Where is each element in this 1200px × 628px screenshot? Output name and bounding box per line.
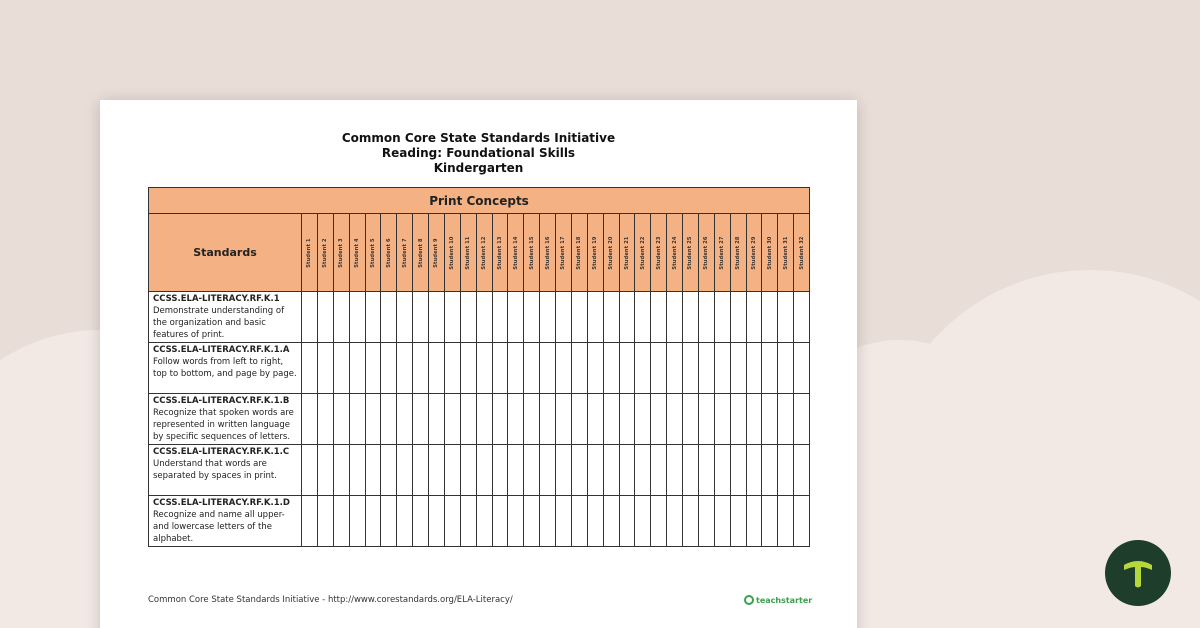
- standards-column-header: Standards: [149, 214, 302, 292]
- checklist-cell[interactable]: [476, 343, 492, 394]
- checklist-cell[interactable]: [762, 292, 778, 343]
- student-column-header: [317, 214, 333, 292]
- student-label: Student 20: [608, 235, 615, 270]
- checklist-cell[interactable]: [333, 496, 349, 547]
- checklist-cell[interactable]: [667, 394, 683, 445]
- checklist-cell[interactable]: [333, 292, 349, 343]
- student-label: Student 6: [385, 237, 392, 268]
- checklist-cell[interactable]: [349, 496, 365, 547]
- checklist-cell[interactable]: [381, 394, 397, 445]
- student-column-header: [349, 214, 365, 292]
- checklist-cell[interactable]: [524, 292, 540, 343]
- teachstarter-logo: [744, 595, 812, 605]
- checklist-cell[interactable]: [746, 343, 762, 394]
- title-line-3: Kindergarten: [433, 161, 524, 175]
- checklist-cell[interactable]: [476, 292, 492, 343]
- standard-description: Follow words from left to right, top to bottom, and page by page.: [153, 357, 297, 379]
- checklist-cell[interactable]: [524, 445, 540, 496]
- checklist-cell[interactable]: [556, 496, 572, 547]
- standard-cell: [149, 445, 302, 496]
- standard-code: CCSS.ELA-LITERACY.RF.K.1.D: [153, 498, 290, 508]
- student-column-header: [508, 214, 524, 292]
- checklist-cell[interactable]: [778, 394, 794, 445]
- checklist-cell[interactable]: [333, 394, 349, 445]
- student-column-header: [778, 214, 794, 292]
- checklist-cell[interactable]: [444, 394, 460, 445]
- checklist-cell[interactable]: [365, 343, 381, 394]
- checklist-cell[interactable]: [508, 496, 524, 547]
- standard-row: [149, 496, 810, 547]
- checklist-cell[interactable]: [794, 292, 810, 343]
- checklist-cell[interactable]: [635, 343, 651, 394]
- student-label: Student 28: [735, 235, 742, 270]
- student-label: Student 9: [433, 237, 440, 268]
- worksheet-page: [100, 100, 857, 628]
- checklist-cell[interactable]: [587, 292, 603, 343]
- checklist-cell[interactable]: [492, 496, 508, 547]
- checklist-cell[interactable]: [619, 394, 635, 445]
- checklist-cell[interactable]: [603, 496, 619, 547]
- standard-code: CCSS.ELA-LITERACY.RF.K.1.B: [153, 396, 290, 406]
- checklist-cell[interactable]: [571, 292, 587, 343]
- checklist-cell[interactable]: [476, 445, 492, 496]
- title-line-2: Reading: Foundational Skills: [381, 146, 576, 160]
- standard-description: Recognize that spoken words are represented in written language by specific sequences of letters.: [153, 408, 294, 442]
- standard-code: CCSS.ELA-LITERACY.RF.K.1.C: [153, 447, 290, 457]
- student-label: Student 31: [782, 235, 789, 270]
- checklist-cell[interactable]: [619, 496, 635, 547]
- student-column-header: [556, 214, 572, 292]
- checklist-cell[interactable]: [794, 394, 810, 445]
- checklist-cell[interactable]: [413, 292, 429, 343]
- student-column-header: [429, 214, 445, 292]
- checklist-cell[interactable]: [381, 292, 397, 343]
- checklist-cell[interactable]: [746, 496, 762, 547]
- checklist-cell[interactable]: [317, 394, 333, 445]
- checklist-cell[interactable]: [349, 394, 365, 445]
- checklist-cell[interactable]: [683, 292, 699, 343]
- checklist-cell[interactable]: [302, 292, 318, 343]
- checklist-cell[interactable]: [683, 496, 699, 547]
- student-column-header: [794, 214, 810, 292]
- teachstarter-logo-icon: [744, 595, 754, 605]
- checklist-cell[interactable]: [317, 445, 333, 496]
- checklist-cell[interactable]: [556, 292, 572, 343]
- checklist-cell[interactable]: [476, 394, 492, 445]
- checklist-cell[interactable]: [619, 292, 635, 343]
- student-label: Student 4: [354, 237, 361, 268]
- checklist-cell[interactable]: [667, 445, 683, 496]
- checklist-cell[interactable]: [730, 394, 746, 445]
- document-title: [100, 131, 857, 176]
- student-column-header: [365, 214, 381, 292]
- student-label: Student 3: [338, 237, 345, 268]
- checklist-cell[interactable]: [429, 292, 445, 343]
- checklist-cell[interactable]: [698, 343, 714, 394]
- standard-cell: [149, 343, 302, 394]
- checklist-cell[interactable]: [381, 445, 397, 496]
- checklist-cell[interactable]: [492, 394, 508, 445]
- checklist-cell[interactable]: [524, 496, 540, 547]
- checklist-cell[interactable]: [492, 292, 508, 343]
- checklist-cell[interactable]: [651, 394, 667, 445]
- checklist-cell[interactable]: [714, 445, 730, 496]
- student-label: Student 29: [750, 235, 757, 270]
- teachstarter-logo-text: teachstarter: [756, 595, 813, 605]
- student-column-header: [302, 214, 318, 292]
- student-column-header: [667, 214, 683, 292]
- checklist-cell[interactable]: [603, 394, 619, 445]
- checklist-cell[interactable]: [683, 394, 699, 445]
- checklist-cell[interactable]: [429, 496, 445, 547]
- checklist-cell[interactable]: [460, 292, 476, 343]
- checklist-cell[interactable]: [778, 445, 794, 496]
- checklist-cell[interactable]: [508, 343, 524, 394]
- checklist-cell[interactable]: [429, 343, 445, 394]
- checklist-cell[interactable]: [413, 496, 429, 547]
- teachstarter-badge: [1105, 540, 1171, 606]
- standard-row: [149, 394, 810, 445]
- title-line-1: Common Core State Standards Initiative: [341, 131, 616, 145]
- checklist-cell[interactable]: [762, 445, 778, 496]
- checklist-cell[interactable]: [778, 292, 794, 343]
- checklist-cell[interactable]: [365, 292, 381, 343]
- checklist-cell[interactable]: [746, 445, 762, 496]
- standard-description: Understand that words are separated by spaces in print.: [153, 459, 277, 481]
- student-label: Student 32: [798, 235, 805, 270]
- checklist-cell[interactable]: [556, 343, 572, 394]
- checklist-cell[interactable]: [762, 394, 778, 445]
- checklist-cell[interactable]: [540, 343, 556, 394]
- checklist-cell[interactable]: [429, 394, 445, 445]
- checklist-cell[interactable]: [730, 343, 746, 394]
- checklist-cell[interactable]: [683, 343, 699, 394]
- checklist-cell[interactable]: [762, 496, 778, 547]
- checklist-cell[interactable]: [651, 292, 667, 343]
- student-label: Student 21: [623, 235, 630, 270]
- student-column-header: [413, 214, 429, 292]
- student-label: Student 14: [512, 235, 519, 270]
- checklist-cell[interactable]: [635, 394, 651, 445]
- student-column-header: [492, 214, 508, 292]
- checklist-cell[interactable]: [429, 445, 445, 496]
- standard-cell: [149, 496, 302, 547]
- student-label: Student 17: [560, 235, 567, 270]
- checklist-cell[interactable]: [302, 343, 318, 394]
- student-column-header: [746, 214, 762, 292]
- checklist-cell[interactable]: [302, 445, 318, 496]
- checklist-cell[interactable]: [317, 292, 333, 343]
- checklist-cell[interactable]: [667, 496, 683, 547]
- standard-description: Recognize and name all upper- and lowercase letters of the alphabet.: [153, 510, 285, 544]
- checklist-cell[interactable]: [540, 394, 556, 445]
- student-column-header: [651, 214, 667, 292]
- checklist-cell[interactable]: [667, 292, 683, 343]
- checklist-cell[interactable]: [571, 445, 587, 496]
- checklist-cell[interactable]: [397, 496, 413, 547]
- checklist-cell[interactable]: [794, 343, 810, 394]
- standard-row: [149, 445, 810, 496]
- checklist-cell[interactable]: [397, 343, 413, 394]
- standard-cell: [149, 394, 302, 445]
- checklist-cell[interactable]: [365, 496, 381, 547]
- checklist-cell[interactable]: [460, 496, 476, 547]
- student-label: Student 5: [369, 237, 376, 268]
- checklist-cell[interactable]: [746, 292, 762, 343]
- student-label: Student 12: [481, 235, 488, 270]
- standard-row: [149, 292, 810, 343]
- checklist-cell[interactable]: [317, 496, 333, 547]
- student-label: Student 16: [544, 235, 551, 270]
- checklist-cell[interactable]: [714, 343, 730, 394]
- checklist-cell[interactable]: [683, 445, 699, 496]
- checklist-cell[interactable]: [603, 445, 619, 496]
- checklist-cell[interactable]: [794, 445, 810, 496]
- checklist-cell[interactable]: [730, 292, 746, 343]
- checklist-cell[interactable]: [762, 343, 778, 394]
- checklist-cell[interactable]: [540, 496, 556, 547]
- checklist-cell[interactable]: [508, 445, 524, 496]
- checklist-cell[interactable]: [619, 445, 635, 496]
- checklist-cell[interactable]: [349, 292, 365, 343]
- student-column-header: [381, 214, 397, 292]
- student-column-header: [762, 214, 778, 292]
- standard-description: Demonstrate understanding of the organization and basic features of print.: [153, 306, 285, 340]
- standard-code: CCSS.ELA-LITERACY.RF.K.1: [153, 294, 280, 304]
- checklist-cell[interactable]: [524, 394, 540, 445]
- checklist-cell[interactable]: [635, 292, 651, 343]
- checklist-cell[interactable]: [333, 445, 349, 496]
- student-label: Student 27: [719, 235, 726, 270]
- student-label: Student 11: [465, 235, 472, 270]
- student-column-header: [524, 214, 540, 292]
- student-label: Student 13: [496, 235, 503, 270]
- student-column-header: [476, 214, 492, 292]
- checklist-cell[interactable]: [365, 394, 381, 445]
- student-column-header: [397, 214, 413, 292]
- footer-citation: Common Core State Standards Initiative - http://www.corestandards.org/ELA-Literacy/: [148, 595, 513, 605]
- standard-cell: [149, 292, 302, 343]
- student-column-header: [619, 214, 635, 292]
- checklist-cell[interactable]: [714, 496, 730, 547]
- student-label: Student 25: [687, 235, 694, 270]
- checklist-cell[interactable]: [413, 445, 429, 496]
- checklist-cell[interactable]: [556, 445, 572, 496]
- checklist-cell[interactable]: [508, 394, 524, 445]
- student-column-header: [540, 214, 556, 292]
- student-label: Student 19: [592, 235, 599, 270]
- student-column-header: [587, 214, 603, 292]
- checklist-cell[interactable]: [397, 394, 413, 445]
- student-column-header: [730, 214, 746, 292]
- checklist-cell[interactable]: [381, 343, 397, 394]
- checklist-cell[interactable]: [460, 445, 476, 496]
- student-column-header: [683, 214, 699, 292]
- checklist-cell[interactable]: [302, 394, 318, 445]
- checklist-cell[interactable]: [540, 445, 556, 496]
- checklist-cell[interactable]: [381, 496, 397, 547]
- checklist-cell[interactable]: [492, 343, 508, 394]
- checklist-cell[interactable]: [778, 496, 794, 547]
- checklist-cell[interactable]: [317, 343, 333, 394]
- student-label: Student 26: [703, 235, 710, 270]
- checklist-cell[interactable]: [524, 343, 540, 394]
- checklist-cell[interactable]: [587, 496, 603, 547]
- student-label: Student 23: [655, 235, 662, 270]
- checklist-cell[interactable]: [587, 445, 603, 496]
- checklist-cell[interactable]: [540, 292, 556, 343]
- checklist-cell[interactable]: [444, 292, 460, 343]
- checklist-cell[interactable]: [460, 343, 476, 394]
- checklist-cell[interactable]: [397, 445, 413, 496]
- checklist-cell[interactable]: [698, 394, 714, 445]
- student-column-header: [571, 214, 587, 292]
- checklist-cell[interactable]: [333, 343, 349, 394]
- checklist-cell[interactable]: [651, 445, 667, 496]
- checklist-cell[interactable]: [746, 394, 762, 445]
- checklist-cell[interactable]: [444, 445, 460, 496]
- checklist-cell[interactable]: [349, 445, 365, 496]
- checklist-cell[interactable]: [444, 343, 460, 394]
- checklist-cell[interactable]: [587, 394, 603, 445]
- student-label: Student 8: [417, 237, 424, 268]
- checklist-cell[interactable]: [667, 343, 683, 394]
- student-label: Student 1: [306, 237, 313, 268]
- student-label: Student 7: [401, 237, 408, 268]
- checklist-cell[interactable]: [714, 394, 730, 445]
- student-column-header: [603, 214, 619, 292]
- checklist-cell[interactable]: [413, 394, 429, 445]
- checklist-cell[interactable]: [349, 343, 365, 394]
- checklist-cell[interactable]: [476, 496, 492, 547]
- student-label: Student 30: [766, 235, 773, 270]
- student-label: Student 22: [639, 235, 646, 270]
- checklist-cell[interactable]: [365, 445, 381, 496]
- section-title: Print Concepts: [149, 188, 810, 214]
- student-column-header: [714, 214, 730, 292]
- checklist-cell[interactable]: [571, 343, 587, 394]
- checklist-cell[interactable]: [571, 496, 587, 547]
- standard-row: [149, 343, 810, 394]
- student-column-header: [460, 214, 476, 292]
- checklist-cell[interactable]: [603, 343, 619, 394]
- standard-code: CCSS.ELA-LITERACY.RF.K.1.A: [153, 345, 290, 355]
- checklist-cell[interactable]: [556, 394, 572, 445]
- student-label: Student 2: [322, 237, 329, 268]
- checklist-cell[interactable]: [635, 496, 651, 547]
- student-label: Student 15: [528, 235, 535, 270]
- checklist-cell[interactable]: [635, 445, 651, 496]
- checklist-cell[interactable]: [603, 292, 619, 343]
- checklist-cell[interactable]: [730, 445, 746, 496]
- checklist-cell[interactable]: [651, 496, 667, 547]
- student-label: Student 10: [449, 235, 456, 270]
- checklist-cell[interactable]: [794, 496, 810, 547]
- checklist-cell[interactable]: [460, 394, 476, 445]
- checklist-cell[interactable]: [492, 445, 508, 496]
- checklist-cell[interactable]: [302, 496, 318, 547]
- checklist-cell[interactable]: [444, 496, 460, 547]
- student-label: Student 24: [671, 235, 678, 270]
- student-column-header: [333, 214, 349, 292]
- checklist-cell[interactable]: [413, 343, 429, 394]
- checklist-cell[interactable]: [730, 496, 746, 547]
- checklist-cell[interactable]: [714, 292, 730, 343]
- checklist-table: [148, 187, 810, 547]
- checklist-cell[interactable]: [698, 445, 714, 496]
- student-column-header: [635, 214, 651, 292]
- checklist-cell[interactable]: [698, 292, 714, 343]
- checklist-cell[interactable]: [587, 343, 603, 394]
- checklist-cell[interactable]: [571, 394, 587, 445]
- checklist-cell[interactable]: [397, 292, 413, 343]
- checklist-cell[interactable]: [778, 343, 794, 394]
- checklist-cell[interactable]: [698, 496, 714, 547]
- teachstarter-t-icon: [1118, 553, 1158, 593]
- checklist-cell[interactable]: [651, 343, 667, 394]
- checklist-cell[interactable]: [508, 292, 524, 343]
- student-column-header: [698, 214, 714, 292]
- student-column-header: [444, 214, 460, 292]
- checklist-cell[interactable]: [619, 343, 635, 394]
- student-label: Student 18: [576, 235, 583, 270]
